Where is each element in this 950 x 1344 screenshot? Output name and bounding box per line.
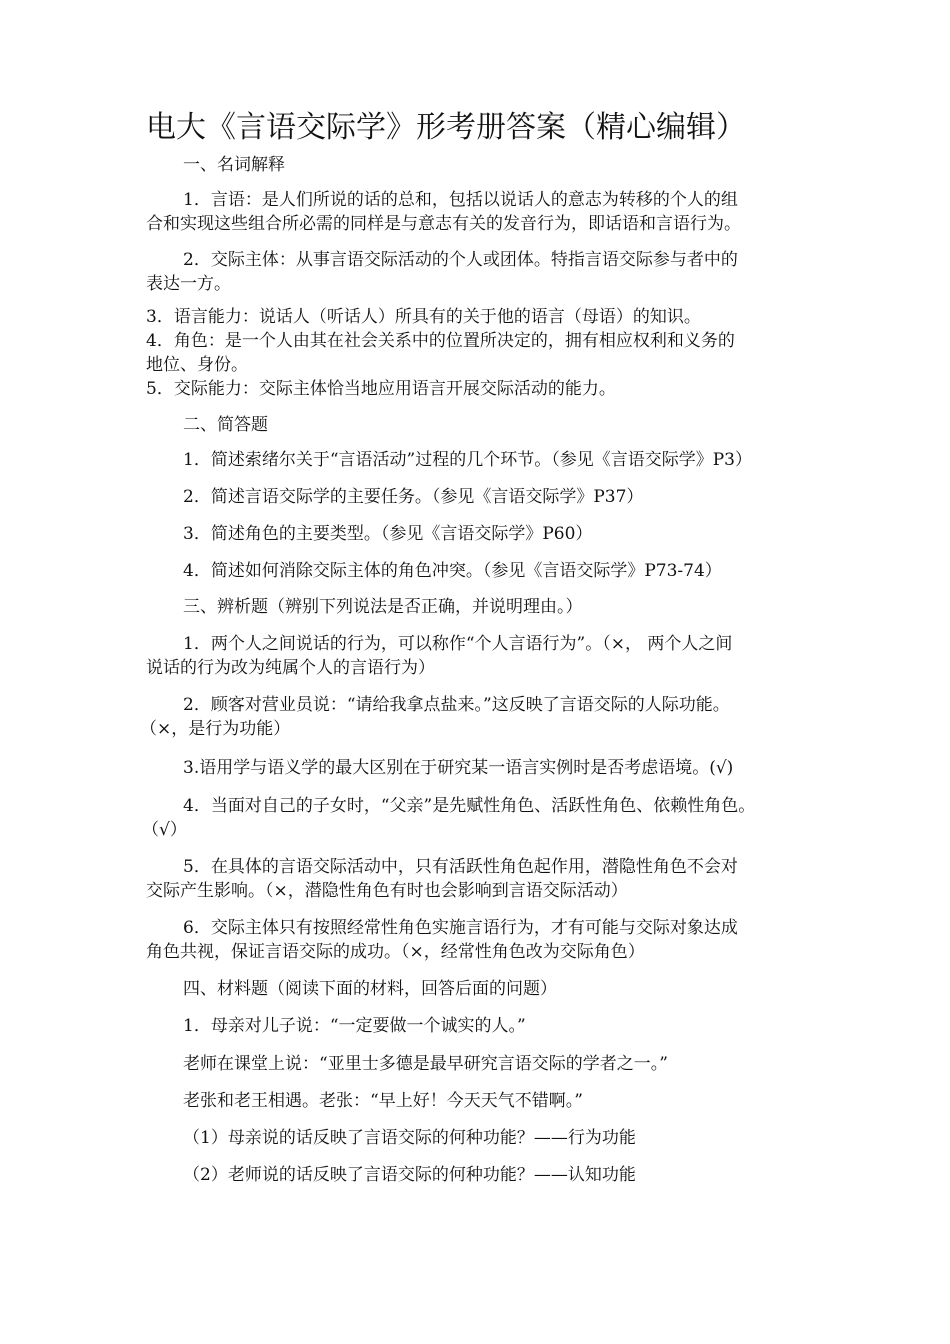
paragraph-line: 1．母亲对儿子说：“一定要做一个诚实的人。” xyxy=(183,1016,526,1036)
paragraph-line: （2）老师说的话反映了言语交际的何种功能？——认知功能 xyxy=(183,1165,636,1185)
paragraph-line: 4．当面对自己的子女时，“父亲”是先赋性角色、活跃性角色、依赖性角色。 xyxy=(183,796,756,816)
paragraph-line: 说话的行为改为纯属个人的言语行为） xyxy=(146,658,435,678)
paragraph-line: 3．语言能力：说话人（听话人）所具有的关于他的语言（母语）的知识。 xyxy=(146,307,701,327)
paragraph-line: 老张和老王相遇。老张：“早上好！今天天气不错啊。” xyxy=(183,1091,583,1111)
section-heading: 三、辨析题（辨别下列说法是否正确，并说明理由。） xyxy=(183,597,583,617)
paragraph-line: 1．两个人之间说话的行为，可以称作“个人言语行为”。（×， 两个人之间 xyxy=(183,634,733,654)
paragraph-line: 地位、身份。 xyxy=(146,355,248,375)
paragraph-line: 交际产生影响。（×，潜隐性角色有时也会影响到言语交际活动） xyxy=(146,881,628,901)
paragraph-line: 2．交际主体：从事言语交际活动的个人或团体。特指言语交际参与者中的 xyxy=(183,250,738,270)
section-heading: 四、材料题（阅读下面的材料，回答后面的问题） xyxy=(183,979,557,999)
paragraph-line: 表达一方。 xyxy=(146,274,231,294)
paragraph-line: 2．顾客对营业员说：“请给我拿点盐来。”这反映了言语交际的人际功能。 xyxy=(183,695,730,715)
paragraph-line: 1．简述索绪尔关于“言语活动”过程的几个环节。（参见《言语交际学》P3） xyxy=(183,450,752,470)
page-title: 电大《言语交际学》形考册答案（精心编辑） xyxy=(146,110,746,145)
paragraph-line: 1．言语：是人们所说的话的总和，包括以说话人的意志为转移的个人的组 xyxy=(183,190,738,210)
paragraph-line: （×，是行为功能） xyxy=(140,719,291,739)
section-heading: 一、名词解释 xyxy=(183,155,285,175)
paragraph-line: 老师在课堂上说：“亚里士多德是最早研究言语交际的学者之一。” xyxy=(183,1054,668,1074)
paragraph-line: 角色共视，保证言语交际的成功。（×，经常性角色改为交际角色） xyxy=(146,942,645,962)
paragraph-line: 合和实现这些组合所必需的同样是与意志有关的发音行为，即话语和言语行为。 xyxy=(146,214,741,234)
paragraph-line: （√） xyxy=(142,820,187,840)
paragraph-line: 2．简述言语交际学的主要任务。（参见《言语交际学》P37） xyxy=(183,487,644,507)
paragraph-line: 4．简述如何消除交际主体的角色冲突。（参见《言语交际学》P73-74） xyxy=(183,561,722,581)
section-heading: 二、简答题 xyxy=(183,415,268,435)
paragraph-line: 6．交际主体只有按照经常性角色实施言语行为，才有可能与交际对象达成 xyxy=(183,918,738,938)
paragraph-line: 3．简述角色的主要类型。（参见《言语交际学》P60） xyxy=(183,524,593,544)
paragraph-line: （1）母亲说的话反映了言语交际的何种功能？——行为功能 xyxy=(183,1128,636,1148)
paragraph-line: 3.语用学与语义学的最大区别在于研究某一语言实例时是否考虑语境。(√) xyxy=(183,758,734,778)
paragraph-line: 5．交际能力：交际主体恰当地应用语言开展交际活动的能力。 xyxy=(146,379,616,399)
paragraph-line: 4．角色：是一个人由其在社会关系中的位置所决定的，拥有相应权利和义务的 xyxy=(146,331,735,351)
paragraph-line: 5．在具体的言语交际活动中，只有活跃性角色起作用，潜隐性角色不会对 xyxy=(183,857,738,877)
